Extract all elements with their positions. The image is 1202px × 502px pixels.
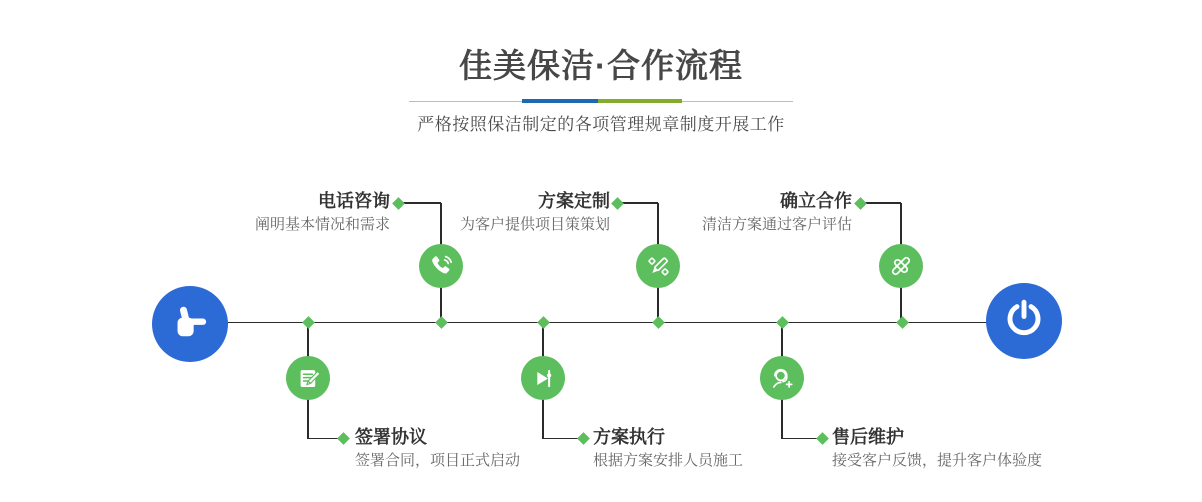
timeline-node-diamond [896,316,909,329]
step-desc: 接受客户反馈，提升客户体验度 [832,452,1043,469]
step-desc: 阐明基本情况和需求 [254,216,390,233]
contract-pen-icon [286,356,330,400]
timeline-node-diamond [537,316,550,329]
handshake-icon [879,244,923,288]
play-slider-icon [521,356,565,400]
step-desc: 签署合同，项目正式启动 [355,452,521,469]
step-phone-consultation [255,190,390,235]
label-diamond [816,432,829,445]
divider-accent-blue [522,99,598,103]
page-title: 佳美保洁·合作流程 [459,47,743,84]
step-sign-agreement [355,426,520,471]
step-desc: 清洁方案通过客户评估 [701,216,852,233]
pencil-ruler-icon [636,244,680,288]
label-diamond [854,197,867,210]
step-establish-cooperation [702,190,852,235]
step-title: 方案定制 [538,191,610,211]
step-title: 售后维护 [832,427,904,447]
label-diamond [392,197,405,210]
end-circle [986,283,1062,359]
power-icon [1003,298,1045,345]
timeline-node-diamond [776,316,789,329]
step-plan-customization [460,190,610,235]
customer-service-plus-icon [760,356,804,400]
step-title: 确立合作 [780,191,852,211]
timeline-node-diamond [652,316,665,329]
step-desc: 根据方案安排人员施工 [593,452,744,469]
step-desc: 为客户提供项目策策划 [459,216,610,233]
label-diamond [577,432,590,445]
step-plan-execution [593,426,743,471]
divider-accent-green [598,99,682,103]
start-circle [152,286,228,362]
timeline-node-diamond [435,316,448,329]
step-title: 电话咨询 [318,191,390,211]
label-diamond [337,432,350,445]
timeline-line [226,322,988,324]
phone-icon [419,244,463,288]
step-title: 签署协议 [355,427,427,447]
label-diamond [611,197,624,210]
page-subtitle: 严格按照保洁制定的各项管理规章制度开展工作 [417,115,785,134]
timeline-node-diamond [302,316,315,329]
pointing-hand-icon [168,300,212,349]
step-title: 方案执行 [593,427,665,447]
step-after-sales-maintenance [832,426,1042,471]
